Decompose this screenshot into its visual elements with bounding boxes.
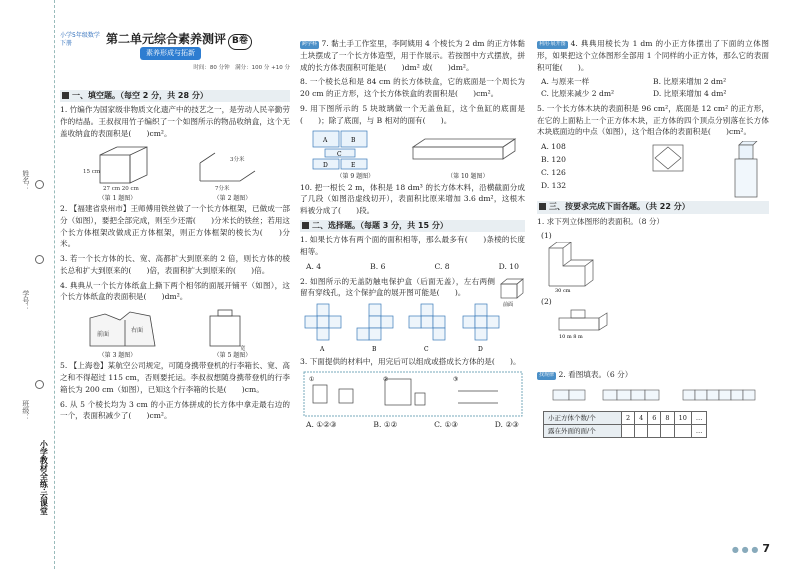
tag-badge: 跨学科 (302, 41, 318, 47)
question-choice-2 (300, 276, 525, 308)
suitcase-figure (210, 310, 240, 346)
section-solve (537, 201, 769, 213)
pattern-table (543, 411, 707, 438)
question-solve-2 (537, 369, 769, 381)
option-b[interactable]: B. ①② (373, 419, 398, 429)
figures-1-2 (75, 143, 275, 195)
answer-cell[interactable] (661, 424, 674, 437)
option-c[interactable]: C. 比原来减少 2 dm² (541, 89, 615, 99)
stepped-solid-figure (545, 242, 645, 292)
question-text: 4. 典典用棱长为 1 dm 的小正方体摆出了下面的立体图形，如果把这个立体图形全部用 1 个同样的小正方体，那么它的表面积可能( )。 (537, 39, 769, 72)
item-label: ① (308, 375, 314, 383)
q5-options-figure (537, 141, 769, 199)
question-text: 9. 用下图所示的 5 块玻璃做一个无盖鱼缸，这个鱼缸的底面是( )；除了底面，与 B 相对的面有( )。 (300, 103, 525, 125)
svg-text:10 m 8 m: 10 m 8 m (559, 333, 583, 340)
table-cell: 8 (661, 411, 674, 424)
option-d[interactable]: D. 比原来增加 4 dm² (653, 89, 727, 99)
table-cell: 10 (674, 411, 691, 424)
materials-figure (303, 371, 523, 417)
nets-figure (303, 302, 523, 354)
option-c[interactable]: C. 8 (434, 261, 450, 271)
column-left (60, 88, 290, 425)
front-label: 前面 (503, 301, 514, 308)
question-8 (300, 76, 525, 100)
question-text: 6. 从 5 个棱长均为 3 cm 的小正方体拼成的长方体中拿走最右边的一个，表面积减少了( )cm²。 (60, 399, 290, 421)
question-solve-1 (537, 216, 769, 228)
table-cell: … (691, 424, 707, 437)
option-a[interactable]: A. 4 (306, 261, 322, 271)
question-text: 1. 求下列立体图形的表面积。（8 分） (537, 216, 665, 226)
question-7 (300, 38, 525, 73)
svg-text:B: B (350, 137, 355, 145)
option-a[interactable]: A. 与原来一样 (541, 77, 590, 87)
sub-question-1 (537, 230, 769, 242)
binding-margin (0, 0, 55, 569)
svg-text:A: A (322, 137, 327, 145)
svg-text:E: E (350, 162, 355, 170)
row-header: 小正方体个数/个 (544, 411, 622, 424)
table-cell: 6 (648, 411, 661, 424)
combined-solid-figure (649, 141, 769, 199)
row-header: 露在外面的面/个 (544, 424, 622, 437)
svg-text:前面: 前面 (97, 331, 110, 339)
sub-question-2 (537, 296, 769, 308)
option-b[interactable]: B. 比原来增加 2 dm² (653, 77, 727, 87)
glass-panels (313, 131, 367, 169)
question-text: 3. 下面提供的材料中，用完后可以组成或搭成长方体的是( )。 (300, 357, 521, 367)
figure-caption: （第 10 题图） (447, 173, 489, 181)
page-number: 7 (762, 541, 770, 555)
figure-caption: （第 2 题图） (213, 194, 252, 202)
student-id-label: 学号： (21, 290, 30, 311)
name-label: 姓名： (21, 170, 30, 191)
brand-text: 小学教材全练·云课堂 (39, 440, 50, 515)
dots-decoration: ● ● ● (731, 544, 759, 554)
column-right (537, 38, 769, 438)
answer-cell[interactable] (635, 424, 648, 437)
column-middle (300, 38, 525, 434)
question-text: 7. 黏土手工作室里，李阿姨用 4 个棱长为 2 dm 的正方体黏土块摆成了一个长方体造型，用于作展示。若按图中方式摆放，拼成的长方体表面积可能是( )dm² 或( )dm²。 (300, 39, 526, 72)
sub-label: (2) (541, 296, 552, 306)
question-2 (60, 203, 290, 250)
net-label: A (319, 346, 324, 354)
protect-box-figure (497, 276, 525, 308)
grade-badge: 小学5年级数学下册 (60, 32, 100, 47)
version-badge: B卷 (228, 34, 252, 50)
answer-cell[interactable] (674, 424, 691, 437)
table-row (544, 424, 707, 437)
svg-text:30 cm: 30 cm (555, 288, 571, 293)
class-label: 班级： (21, 400, 30, 421)
svg-text:宽: 宽 (240, 346, 246, 353)
question-text: 2. 看图填表。（6 分） (558, 370, 633, 380)
svg-text:右面: 右面 (131, 327, 144, 335)
svg-text:15 cm: 15 cm (83, 168, 101, 175)
options-row (300, 261, 525, 273)
table-cell: 2 (622, 411, 635, 424)
title-text: 第二单元综合素养测评 (106, 32, 227, 46)
test-subtitle: 素养形成与拓新 (140, 47, 201, 60)
option-c[interactable]: C. 126 (541, 167, 566, 177)
binding-hole (35, 380, 44, 389)
cross-solid-figure (545, 308, 645, 340)
question-text: 8. 一个棱长总和是 84 cm 的长方体铁盒，它的底面是一个周长为 20 cm 的正方形，这个长方体铁盒的表面积是( )cm²。 (300, 77, 525, 99)
question-choice-5 (537, 103, 769, 138)
question-4 (60, 280, 290, 304)
tag-badge: 利用·展开图 (539, 41, 566, 47)
option-a[interactable]: A. ①②③ (306, 419, 337, 429)
net-label: C (423, 346, 429, 354)
svg-text:7分米: 7分米 (215, 185, 230, 192)
question-1 (60, 104, 290, 139)
table-cell: … (691, 411, 707, 424)
tag-badge: 找规律 (539, 372, 555, 379)
question-3 (60, 253, 290, 277)
square-bullet-icon (302, 222, 309, 229)
figure-caption: （第 1 题图） (98, 194, 137, 202)
question-5 (60, 360, 290, 395)
figures-3-5 (75, 306, 275, 352)
svg-text:C: C (336, 151, 342, 159)
square-bullet-icon (62, 92, 69, 99)
question-text: 1. 如果长方体有两个面的面积相等，那么最多有( )条棱的长度相等。 (300, 235, 525, 257)
question-choice-4 (537, 38, 769, 73)
section-fill-blank (60, 90, 290, 102)
option-a[interactable]: A. 108 (541, 142, 566, 152)
page-footer (732, 540, 770, 557)
svg-text:D: D (322, 162, 328, 170)
question-text: 10. 把一根长 2 m，体积是 18 dm³ 的长方体木料，沿横截面分成了几段（如图沿虚线切开），表面积比原来增加 3.6 dm²，这根木料被分成了( )段。 (300, 182, 525, 216)
option-b[interactable]: B. 6 (370, 261, 386, 271)
question-text: 5. 【上海卷】某航空公司规定，可随身携带登机的行李箱长、宽、高之和不得超过 115 cm，否则要托运。李叔叔想随身携带登机的行李箱长为 200 cm（如图），已知这个行李箱的长是( )cm。 (60, 361, 290, 394)
basket-figure (100, 147, 147, 183)
test-meta: 时间：80 分钟 满分：100 分 +10 分 (193, 65, 290, 71)
svg-text:27 cm 20 cm: 27 cm 20 cm (103, 185, 139, 192)
sub-label: (1) (541, 231, 552, 241)
options-row (300, 419, 525, 431)
figure-caption: （第 9 题图） (336, 173, 375, 181)
torn-box-figure (90, 312, 155, 346)
binding-hole (35, 255, 44, 264)
figures-9-10 (303, 129, 523, 173)
cube-rows-figure (543, 384, 763, 404)
timber-figure (413, 139, 515, 159)
options-list (537, 141, 566, 199)
square-bullet-icon (539, 203, 546, 210)
answer-cell[interactable] (648, 424, 661, 437)
svg-text:3分米: 3分米 (230, 156, 245, 163)
answer-cell[interactable] (622, 424, 635, 437)
table-row (544, 411, 707, 424)
option-c[interactable]: C. ①③ (434, 419, 459, 429)
question-text: 2. 【福建省泉州市】王师傅用铁丝做了一个长方体框架，已做成一部分（如图），要把全部完成，则至少还需( )分米长的铁丝；若用这个长方体框架改做成正方体框架，则正方体框架的棱长为( )分米。 (60, 203, 290, 249)
table-cell: 4 (635, 411, 648, 424)
question-text: 3. 若一个长方体的长、宽、高都扩大到原来的 2 倍，则长方体的棱长总和扩大到原来的( )倍，表面积扩大到原来的( )倍。 (60, 254, 290, 275)
test-header (60, 30, 290, 92)
frame-figure (200, 153, 255, 181)
figure-caption: （第 5 题图） (213, 352, 252, 360)
section-title: 一、填空题。（每空 2 分，共 28 分） (72, 91, 208, 100)
question-10 (300, 182, 525, 217)
section-title: 三、按要求完成下面各题。（共 22 分） (549, 202, 690, 212)
option-d[interactable]: D. 132 (541, 180, 567, 190)
figure-caption: （第 3 题图） (98, 352, 137, 360)
option-d[interactable]: D. 10 (498, 261, 519, 271)
question-text: 2. 如图所示的无盖防触电保护盒（后面无盖），左右两侧留有穿线孔，这个保护盒的展开图可能是( )。 (300, 276, 495, 298)
item-label: ③ (452, 375, 458, 383)
section-choice (300, 220, 525, 232)
question-text: 4. 典典从一个长方体纸盒上撕下两个相邻的面展开铺平（如图），这个长方体纸盒的表面积是( )dm²。 (60, 280, 290, 302)
option-d[interactable]: D. ②③ (494, 419, 519, 429)
question-9 (300, 103, 525, 127)
question-text: 1. 竹编作为国家级非物质文化遗产中的技艺之一，是劳动人民辛勤劳作的结晶。王叔叔用竹子编织了一个如图所示的物品收纳盒，这个无盖收纳盒的表面积是( )cm²。 (60, 105, 290, 138)
question-choice-1 (300, 234, 525, 258)
question-6 (60, 399, 290, 423)
net-label: B (371, 346, 376, 354)
options-grid (537, 76, 769, 100)
question-text: 5. 一个长方体木块的表面积是 96 cm²，底面是 12 cm² 的正方形，在它的上面粘上一个正方体木块，正方体的四个顶点分别落在长方体木块底面边的中点（如图），这个组合体的表面积是( )cm²。 (537, 103, 769, 137)
net-label: D (477, 346, 483, 354)
item-label: ② (382, 375, 388, 383)
section-title: 二、选择题。（每题 3 分，共 15 分） (312, 220, 448, 230)
question-choice-3 (300, 356, 525, 368)
binding-hole (35, 180, 44, 189)
option-b[interactable]: B. 120 (541, 155, 566, 165)
